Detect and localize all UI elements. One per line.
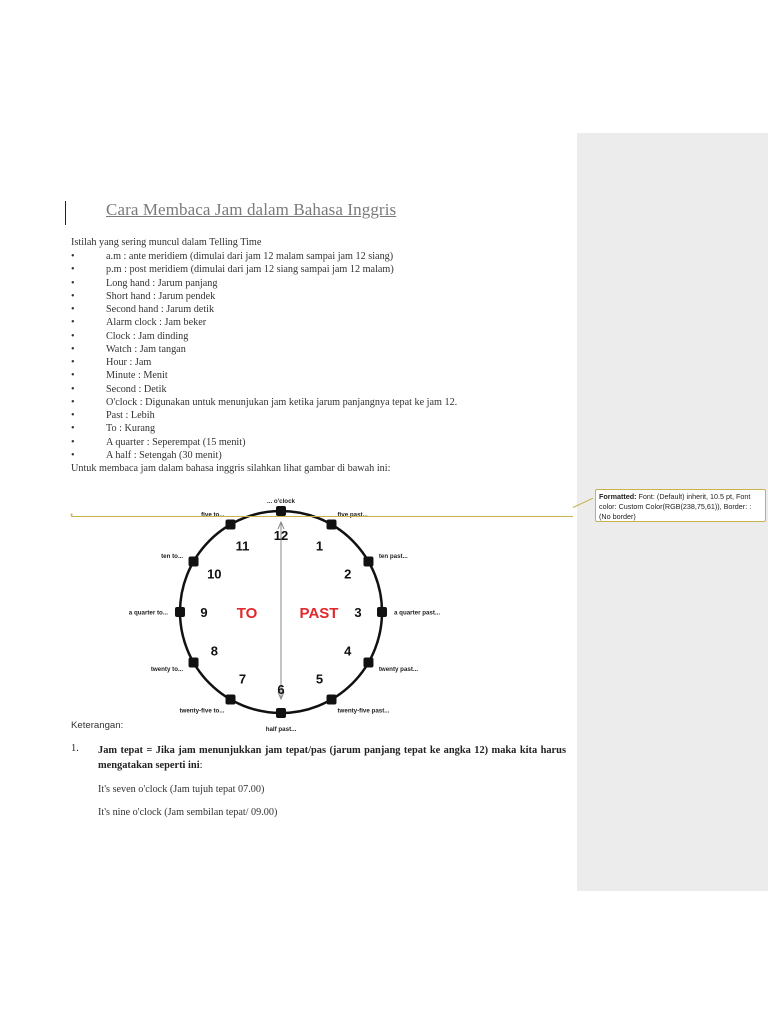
hour-marker — [327, 694, 337, 704]
term-text: a.m : ante meridiem (dimulai dari jam 12 malam sampai jam 12 siang) — [106, 251, 394, 262]
bullet: • — [71, 264, 75, 276]
minute-label: twenty past... — [378, 666, 419, 673]
term-text: A half : Setengah (30 menit) — [106, 449, 222, 461]
item-number: 1. — [71, 743, 79, 754]
minute-label: ... o'clock — [267, 498, 295, 505]
comment-balloon[interactable] — [595, 489, 766, 522]
term-text: p.m : post meridiem (dimulai dari jam 12 siang sampai jam 12 malam) — [106, 264, 394, 276]
item-text-body: Jam tepat = Jika jam menunjukkan jam tepat/pas (jarum panjang tepat ke angka 12) maka kita harus mengatakan seperti ini — [98, 745, 566, 771]
minute-label: a quarter to... — [128, 609, 168, 617]
minute-label: a quarter past... — [394, 609, 441, 617]
bullet: • — [71, 290, 75, 302]
bullet: • — [71, 277, 75, 289]
hour-number: 3 — [354, 605, 362, 620]
hour-marker — [276, 708, 286, 718]
hour-number: 2 — [344, 566, 352, 582]
bullet: • — [71, 357, 75, 368]
comment-anchor-line — [71, 516, 573, 517]
comment-label: Formatted: — [599, 492, 637, 501]
term-text: Minute : Menit — [106, 370, 168, 382]
term-text: Watch : Jam tangan — [106, 343, 186, 355]
term-text: Clock : Jam dinding — [106, 330, 189, 342]
example-1: It's seven o'clock (Jam tujuh tepat 07.00) — [98, 784, 265, 795]
hour-marker — [363, 557, 373, 567]
bullet: • — [71, 449, 75, 461]
hour-marker — [175, 607, 185, 617]
hour-number: 9 — [200, 605, 208, 620]
hour-marker — [327, 520, 337, 530]
minute-label: ten past... — [378, 553, 408, 560]
bullet: • — [71, 251, 75, 262]
bullet: • — [71, 436, 75, 448]
bullet: • — [71, 410, 75, 421]
hour-marker — [363, 658, 373, 668]
term-text: O'clock : Digunakan untuk menunjukan jam ketika jarum panjangnya tepat ke jam 12. — [106, 396, 458, 408]
term-text: A quarter : Seperempat (15 menit) — [106, 436, 246, 448]
minute-label: half past... — [265, 726, 297, 733]
keterangan-label: Keterangan: — [71, 720, 124, 731]
bullet: • — [71, 370, 75, 382]
hour-number: 12 — [273, 528, 289, 543]
hour-number: 7 — [238, 671, 247, 687]
change-bar — [65, 201, 66, 225]
comment-text: Font: (Default) inherit, 10.5 pt, Font color: Custom Color(RGB(238,75,61)), Border: : (No border) — [599, 492, 752, 521]
after-list-text: Untuk membaca jam dalam bahasa inggris silahkan lihat gambar di bawah ini: — [71, 463, 391, 474]
bullet: • — [71, 383, 75, 395]
term-text: Second hand : Jarum detik — [106, 304, 215, 315]
comment-anchor-mark: • — [70, 510, 74, 520]
item-colon: : — [199, 760, 203, 771]
minute-label: twenty to... — [150, 666, 184, 673]
clock-diagram — [100, 492, 460, 737]
hour-marker — [276, 506, 286, 516]
term-text: Past : Lebih — [106, 410, 155, 421]
minute-label: twenty-five past... — [337, 707, 390, 715]
hour-number: 1 — [315, 538, 324, 554]
term-text: Short hand : Jarum pendek — [106, 290, 216, 302]
hour-number: 8 — [210, 643, 218, 659]
hour-number: 11 — [235, 538, 250, 554]
bullet: • — [71, 330, 75, 342]
term-text: Second : Detik — [106, 383, 167, 395]
hour-marker — [226, 520, 236, 530]
bullet: • — [71, 304, 75, 315]
hour-number: 6 — [277, 682, 285, 697]
term-text: To : Kurang — [106, 423, 156, 435]
minute-label: twenty-five to... — [179, 707, 225, 715]
hour-number: 10 — [207, 566, 222, 582]
hour-marker — [189, 557, 199, 567]
to-label: TO — [236, 605, 258, 622]
bullet: • — [71, 317, 75, 329]
item-text — [98, 743, 566, 773]
hour-marker — [189, 658, 199, 668]
term-text: Alarm clock : Jam beker — [106, 317, 207, 329]
bullet: • — [71, 396, 75, 408]
bullet: • — [71, 343, 75, 355]
hour-number: 4 — [344, 643, 352, 659]
hour-marker — [377, 607, 387, 617]
example-2: It's nine o'clock (Jam sembilan tepat/ 09.00) — [98, 807, 278, 818]
hour-marker — [226, 694, 236, 704]
page-title: Cara Membaca Jam dalam Bahasa Inggris — [106, 200, 397, 219]
hour-number: 5 — [315, 671, 324, 687]
term-text: Long hand : Jarum panjang — [106, 277, 218, 289]
intro-text: Istilah yang sering muncul dalam Telling Time — [71, 237, 262, 248]
minute-label: ten to... — [161, 553, 184, 560]
bullet: • — [71, 423, 75, 435]
past-label: PAST — [299, 605, 339, 622]
term-text: Hour : Jam — [106, 357, 152, 368]
